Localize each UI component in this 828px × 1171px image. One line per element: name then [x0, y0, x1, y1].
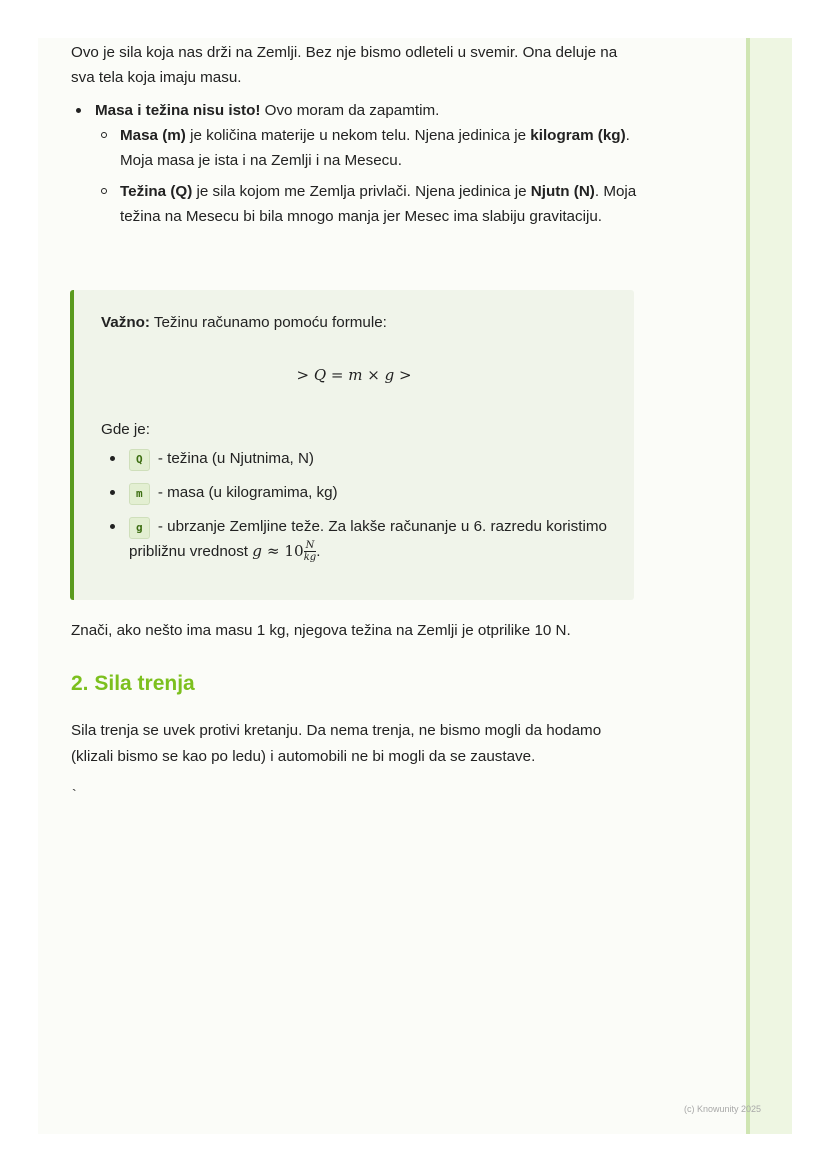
- variable-item: [129, 480, 629, 505]
- formula-bracket: >: [398, 366, 412, 384]
- summary-paragraph: Znači, ako nešto ima masu 1 kg, njegova težina na Zemlji je otprilike 10 N.: [71, 622, 571, 639]
- list-item-text: Ovo moram da zapamtim.: [260, 102, 440, 119]
- callout-text: Težinu računamo pomoću formule:: [149, 314, 387, 331]
- document-body: [71, 40, 637, 235]
- fraction-numerator: N: [305, 540, 315, 552]
- list-item-text: . Moja masa je ista i na Zemlji i na Mesecu.: [120, 127, 630, 169]
- bold-text: Masa (m): [120, 127, 186, 144]
- main-bullet-list: [71, 98, 637, 229]
- sidebar-panel: [750, 38, 792, 1134]
- weight-formula: [74, 366, 634, 384]
- variable-code: g: [129, 517, 150, 539]
- list-item-masa: [120, 123, 637, 173]
- stray-backtick: `: [72, 786, 77, 802]
- bold-text: kilogram (kg): [530, 127, 626, 144]
- formula-bracket: >: [296, 366, 310, 384]
- copyright-footer: (c) Knowunity 2025: [684, 1104, 762, 1114]
- list-item-text: . Moja težina na Mesecu bi bila mnogo manja jer Mesec ima slabiju gravitaciju.: [120, 183, 637, 225]
- formula-times: ×: [362, 366, 385, 384]
- list-item-masa-tezina: [95, 98, 637, 229]
- fraction-denominator: kg: [303, 552, 317, 564]
- bold-text: Njutn (N): [530, 183, 595, 200]
- list-item-text: je sila kojom me Zemlja privlači. Njena jedinica je: [192, 183, 531, 200]
- bold-text: Težina (Q): [120, 183, 193, 200]
- variable-description: - težina (u Njutnima, N): [153, 450, 314, 467]
- callout-label: Važno:: [101, 314, 150, 331]
- approx-end: .: [316, 543, 321, 560]
- intro-paragraph: Ovo je sila koja nas drži na Zemlji. Bez nje bismo odleteli u svemir. Ona deluje na sva tela koja imaju masu.: [71, 44, 618, 86]
- approx-g: g: [252, 542, 262, 560]
- variable-item: [129, 514, 629, 564]
- formula-m: m: [348, 366, 363, 384]
- callout-intro: [101, 310, 621, 335]
- variables-list: [101, 446, 629, 573]
- approx-value: ≈ 10: [262, 542, 304, 560]
- list-item-text: je količina materije u nekom telu. Njena jedinica je: [185, 127, 531, 144]
- variable-description: - masa (u kilogramima, kg): [153, 484, 338, 501]
- fraction-n-kg: [304, 540, 316, 563]
- variable-code: Q: [129, 449, 150, 471]
- list-item-tezina: [120, 179, 637, 229]
- variable-description: - ubrzanje Zemljine teže. Za lakše računanje u 6. razredu koristimo približnu vrednost: [129, 518, 607, 560]
- section-heading: 2. Sila trenja: [71, 672, 195, 695]
- formula-equals: =: [326, 366, 349, 384]
- formula-g: g: [384, 366, 395, 384]
- variable-code: m: [129, 483, 150, 505]
- friction-paragraph: Sila trenja se uvek protivi kretanju. Da nema trenja, ne bismo mogli da hodamo (klizali bismo se kao po ledu) i automobili ne bi mogli da se zaustave.: [71, 722, 602, 765]
- sub-bullet-list: [95, 123, 637, 229]
- bold-text: Masa i težina nisu isto!: [95, 102, 261, 119]
- where-label: Gde je:: [101, 421, 150, 438]
- formula-q: Q: [313, 366, 327, 384]
- variable-item: [129, 446, 629, 471]
- important-callout: [70, 290, 634, 600]
